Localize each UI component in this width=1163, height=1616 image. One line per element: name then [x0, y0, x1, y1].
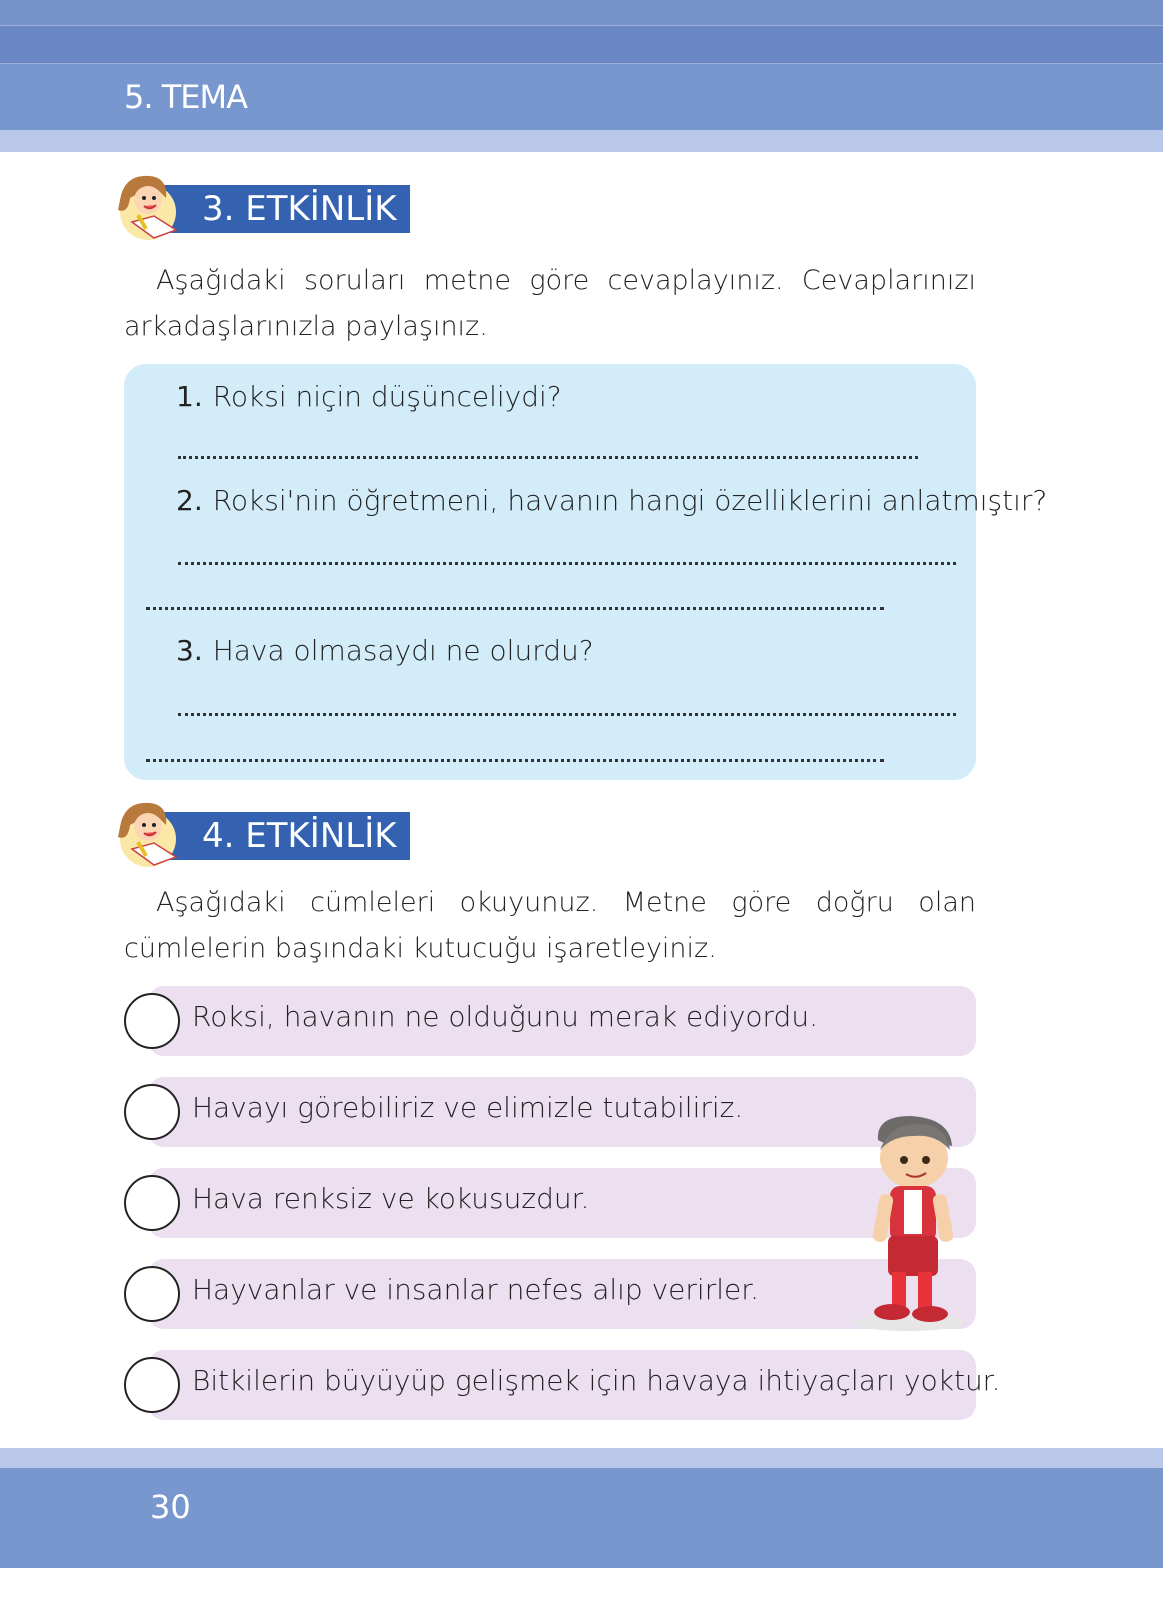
option-text: Roksi, havanın ne olduğunu merak ediyordu. [192, 1000, 818, 1033]
girl-reading-icon [110, 170, 190, 242]
question-number: 3. [176, 634, 203, 667]
answer-line[interactable] [146, 759, 884, 762]
page-number: 30 [150, 1488, 191, 1526]
question-number: 1. [176, 380, 203, 413]
question-1 [176, 380, 562, 413]
option-checkbox[interactable] [124, 1266, 180, 1322]
option-text: Bitkilerin büyüyüp gelişmek için havaya ihtiyaçları yoktur. [192, 1364, 1001, 1397]
option-text: Hayvanlar ve insanlar nefes alıp verirler. [192, 1273, 760, 1306]
question-text: Hava olmasaydı ne olurdu? [212, 634, 594, 667]
header-band-light [0, 130, 1163, 152]
option-checkbox[interactable] [124, 1357, 180, 1413]
answer-line[interactable] [178, 562, 956, 565]
option-text: Havayı görebiliriz ve elimizle tutabiliriz. [192, 1091, 744, 1124]
answer-line[interactable] [146, 607, 884, 610]
activity-3-badge [110, 170, 420, 240]
option-checkbox[interactable] [124, 993, 180, 1049]
answer-line[interactable] [178, 456, 918, 459]
activity-3-instruction: Aşağıdaki soruları metne göre cevaplayınız. Cevaplarınızı arkadaşlarınızla paylaşınız. [124, 265, 976, 342]
option-checkbox[interactable] [124, 1175, 180, 1231]
footer-band [0, 1468, 1163, 1568]
question-text: Roksi'nin öğretmeni, havanın hangi özelliklerini anlatmıştır? [212, 484, 1048, 517]
activity-4-label: 4. ETKİNLİK [202, 816, 397, 856]
activity-4-badge [110, 797, 420, 867]
answer-line[interactable] [178, 713, 956, 716]
header-band-mid [0, 25, 1163, 63]
girl-reading-icon [110, 797, 190, 869]
question-3 [176, 634, 594, 667]
question-box [124, 364, 976, 780]
header-band-top [0, 0, 1163, 25]
activity-3-label: 3. ETKİNLİK [202, 189, 397, 229]
question-2 [176, 484, 1047, 517]
question-number: 2. [176, 484, 203, 517]
footer-band-light [0, 1448, 1163, 1468]
option-checkbox[interactable] [124, 1084, 180, 1140]
activity-4-instruction: Aşağıdaki cümleleri okuyunuz. Metne göre doğru olan cümlelerin başındaki kutucuğu işaretleyiniz. [124, 887, 976, 964]
header-band [0, 63, 1163, 130]
question-text: Roksi niçin düşünceliydi? [212, 380, 562, 413]
boy-illustration [840, 1110, 970, 1335]
theme-title: 5. TEMA [124, 78, 247, 116]
option-text: Hava renksiz ve kokusuzdur. [192, 1182, 590, 1215]
